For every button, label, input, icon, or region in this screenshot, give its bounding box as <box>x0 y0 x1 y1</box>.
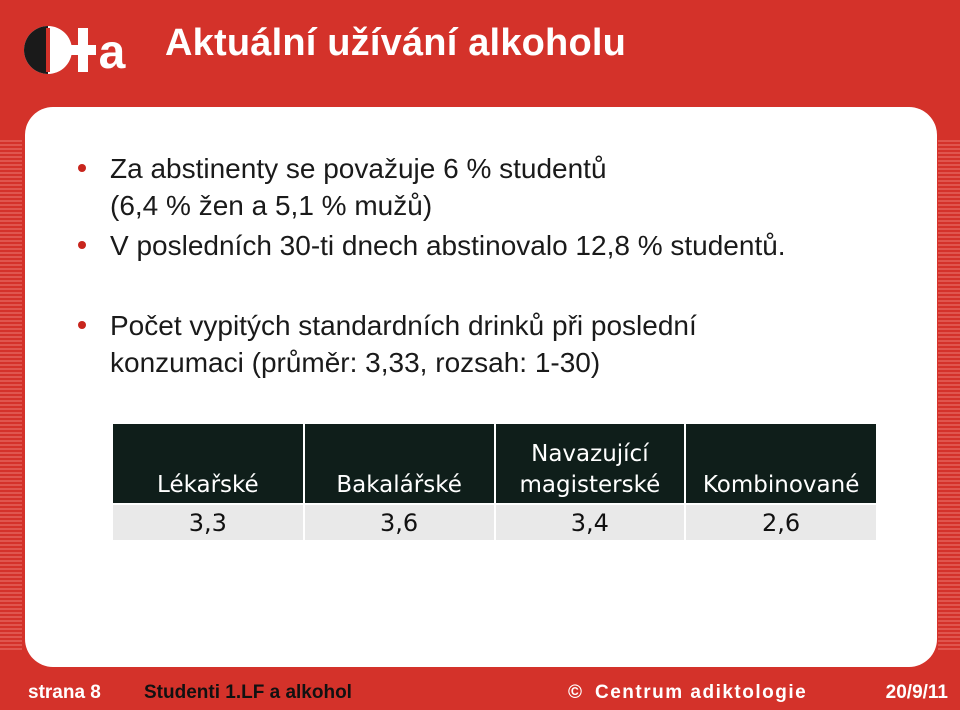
table-header-cell <box>685 424 876 504</box>
svg-text:a: a <box>98 26 126 79</box>
table-cell: 3,6 <box>304 504 495 540</box>
table-header-cell <box>113 424 304 504</box>
header-line: magisterské <box>519 472 661 498</box>
bullet-item <box>76 227 896 264</box>
table-cell: 3,3 <box>113 504 304 540</box>
page-title: Aktuální užívání alkoholu <box>165 22 627 64</box>
page-number: strana 8 <box>28 682 101 703</box>
decorative-stripes-left <box>0 140 22 650</box>
bullet-text: konzumaci (průměr: 3,33, rozsah: 1-30) <box>110 347 601 378</box>
decorative-stripes-right <box>938 140 960 650</box>
bullet-dot-icon <box>78 164 86 172</box>
bullet-dot-icon <box>78 321 86 329</box>
bullet-text: Počet vypitých standardních drinků při poslední <box>110 310 697 341</box>
header-line: Navazující <box>531 441 649 467</box>
bullet-dot-icon <box>78 241 86 249</box>
header-line: Lékařské <box>157 472 259 498</box>
table-row <box>113 504 876 540</box>
bullet-list <box>76 150 896 381</box>
footer <box>0 678 960 710</box>
bullet-text: (6,4 % žen a 5,1 % mužů) <box>110 190 433 221</box>
table-header-cell <box>495 424 686 504</box>
table-header-cell <box>304 424 495 504</box>
footer-date: 20/9/11 <box>885 682 948 703</box>
footer-topic: Studenti 1.LF a alkohol <box>144 682 352 703</box>
drinks-table <box>113 424 876 540</box>
bullet-item <box>76 307 896 381</box>
bullet-text: V posledních 30-ti dnech abstinovalo 12,8 % studentů. <box>110 230 786 261</box>
bullet-item <box>76 150 896 224</box>
table-cell: 3,4 <box>495 504 686 540</box>
logo-icon <box>20 20 138 80</box>
bullet-text: Za abstinenty se považuje 6 % studentů <box>110 153 607 184</box>
table-cell: 2,6 <box>685 504 876 540</box>
table-header-row <box>113 424 876 504</box>
copyright-icon: © <box>568 682 582 703</box>
header-line: Bakalářské <box>336 472 462 498</box>
header-line: Kombinované <box>702 472 860 498</box>
organization-name: Centrum adiktologie <box>595 682 808 703</box>
